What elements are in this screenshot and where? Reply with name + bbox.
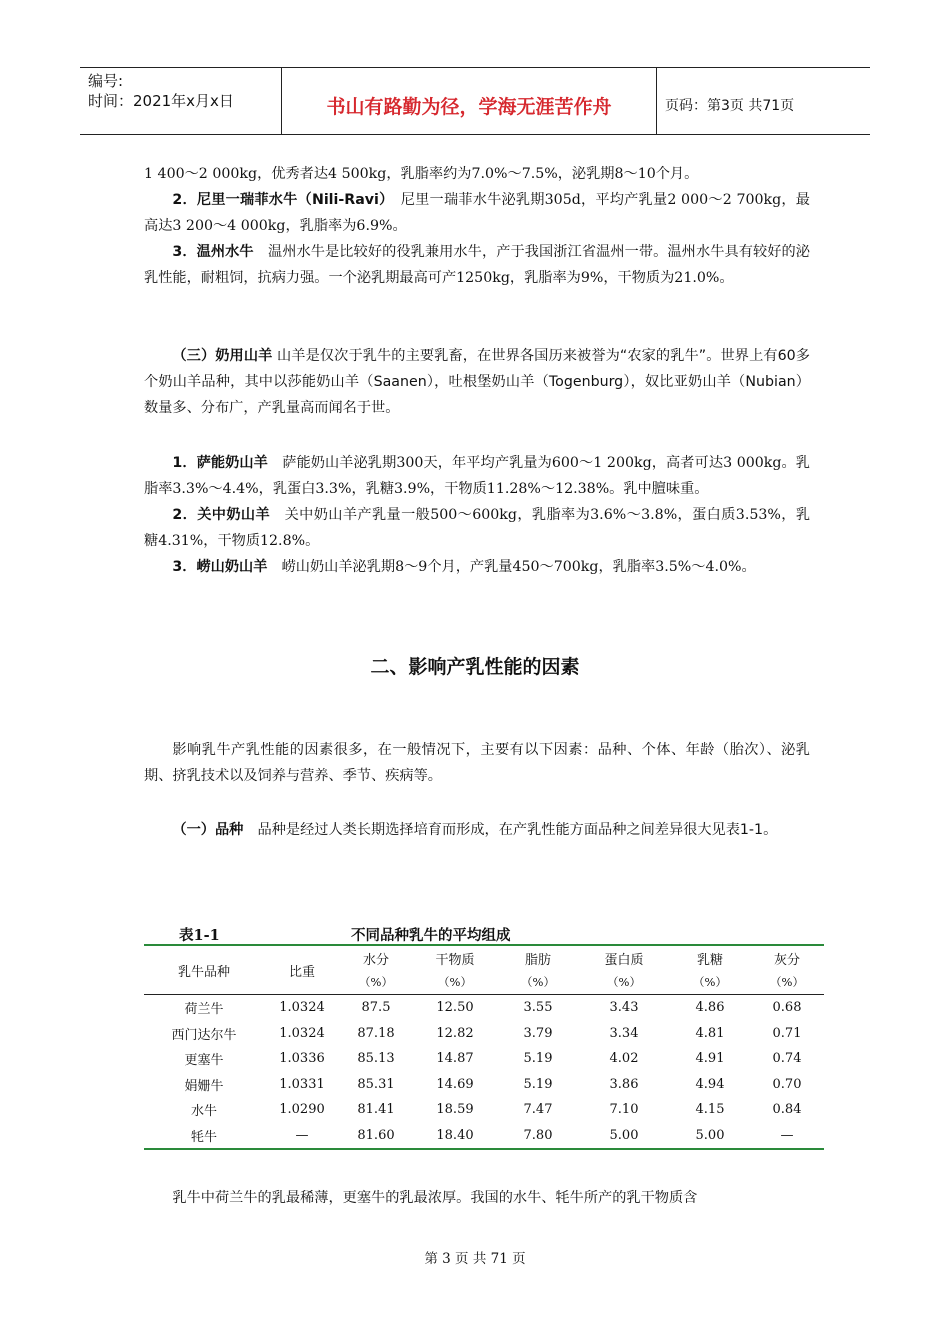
table-cell: 7.47 [523, 1102, 553, 1118]
header-time: 时间：2021年x月x日 [88, 92, 234, 110]
paragraph-text: 崂山奶山羊泌乳期8～9个月，产乳量450～700kg，乳脂率3.5%～4.0%。 [267, 559, 756, 575]
header-motto: 书山有路勤为径，学海无涯苦作舟 [282, 68, 657, 134]
table-cell: 12.82 [436, 1025, 474, 1041]
table-cell: 81.60 [340, 1123, 412, 1150]
table-unit-cell: （%） [750, 970, 824, 995]
paragraph-heading: （三）奶用山羊 [172, 348, 273, 364]
table-cell: 81.41 [357, 1102, 395, 1118]
table-cell: 3.55 [523, 1000, 553, 1016]
table-row [144, 1021, 824, 1047]
table-header-cell: 乳牛品种 [144, 945, 264, 995]
table-cell: 5.19 [523, 1051, 553, 1067]
table-cell: 4.91 [695, 1051, 725, 1067]
paragraph-text: 关中奶山羊产乳量一般500～600kg，乳脂率为3.6%～3.8%，蛋白质3.53%，乳糖4.31%，干物质12.8%。 [144, 507, 811, 549]
table-row [144, 1072, 824, 1098]
body-block-3 [144, 450, 810, 580]
table-unit-cell: （%） [498, 970, 578, 995]
table-cell: 3.43 [609, 1000, 639, 1016]
body-block-6 [144, 1185, 810, 1211]
table-cell: 4.15 [695, 1102, 725, 1118]
table-header-cell: 蛋白质 [578, 945, 670, 970]
table-cell: 0.74 [772, 1051, 802, 1067]
table-header-cell: 比重 [264, 945, 340, 995]
paragraph [144, 187, 810, 239]
table-cell: 85.31 [357, 1076, 395, 1092]
table-cell: 14.87 [436, 1051, 474, 1067]
paragraph: 影响乳牛产乳性能的因素很多，在一般情况下，主要有以下因素：品种、个体、年龄（胎次）、泌乳期、挤乳技术以及饲养与营养、季节、疾病等。 [144, 742, 810, 784]
table-cell: 5.00 [578, 1123, 670, 1150]
composition-table-wrap [144, 924, 824, 1150]
table-header-cell: 干物质 [412, 945, 498, 970]
page-footer: 第 3 页 共 71 页 [424, 1251, 526, 1267]
table-body [144, 995, 824, 1150]
table-cell: 14.69 [436, 1076, 474, 1092]
paragraph [144, 239, 810, 291]
table-cell: 87.5 [361, 1000, 391, 1016]
paragraph [144, 502, 810, 554]
table-cell: 西门达尔牛 [171, 1027, 237, 1043]
table-cell: 荷兰牛 [184, 1002, 224, 1018]
table-cell: 0.68 [772, 1000, 802, 1016]
table-unit-cell: （%） [340, 970, 412, 995]
paragraph [144, 343, 810, 421]
paragraph-text: 品种是经过人类长期选择培育而形成，在产乳性能方面品种之间差异很大见表1-1。 [243, 822, 778, 838]
table-cell: 3.79 [523, 1025, 553, 1041]
table-unit-cell: （%） [670, 970, 750, 995]
table-cell: 3.86 [609, 1076, 639, 1092]
table-caption [144, 924, 824, 944]
section-title: 二、影响产乳性能的因素 [370, 656, 580, 678]
header-code: 编号: [88, 72, 124, 90]
table-row [144, 1097, 824, 1123]
paragraph-text: 山羊是仅次于乳牛的主要乳畜，在世界各国历来被誉为“农家的乳牛”。世界上有60多个奶山羊品种，其中以莎能奶山羊（Saanen），吐根堡奶山羊（Togenburg），奴比亚奶山羊（Nubian）数量多、分布广，产乳量高而闻名于世。 [144, 348, 810, 416]
paragraph: 1 400～2 000kg，优秀者达4 500kg，乳脂率约为7.0%～7.5%，泌乳期8～10个月。 [144, 166, 699, 182]
table-row [144, 995, 824, 1021]
table-unit-cell: （%） [578, 970, 670, 995]
table-header-cell: 乳糖 [670, 945, 750, 970]
table-unit-cell: （%） [412, 970, 498, 995]
table-cell: 4.86 [695, 1000, 725, 1016]
paragraph [144, 554, 810, 580]
paragraph [144, 817, 810, 843]
table-cell: 4.94 [695, 1076, 725, 1092]
body-block-4 [144, 737, 810, 789]
table-cell: 1.0290 [279, 1102, 325, 1118]
table-cell: 更塞牛 [184, 1053, 224, 1069]
paragraph-heading: 3．崂山奶山羊 [172, 559, 268, 575]
table-cell: 5.00 [670, 1123, 750, 1150]
body-block-1 [144, 161, 810, 291]
header-page-info: 页码：第3页 共71页 [665, 98, 795, 114]
table-cell: 7.10 [609, 1102, 639, 1118]
table-cell: 18.40 [412, 1123, 498, 1150]
paragraph-heading: 2．尼里一瑞菲水牛（Nili-Ravi） [172, 192, 387, 208]
paragraph-heading: 1．萨能奶山羊 [172, 455, 268, 471]
paragraph-heading: （一）品种 [172, 822, 244, 838]
table-header-cell: 水分 [340, 945, 412, 970]
table-cell: 水牛 [190, 1104, 217, 1120]
table-row [144, 1046, 824, 1072]
table-cell: 0.70 [772, 1076, 802, 1092]
paragraph-text: 温州水牛是比较好的役乳兼用水牛，产于我国浙江省温州一带。温州水牛具有较好的泌乳性能，耐粗饲，抗病力强。一个泌乳期最高可产1250kg，乳脂率为9%，干物质为21.0%。 [144, 244, 810, 286]
table-cell: 1.0324 [279, 1025, 325, 1041]
table-header-cell: 脂肪 [498, 945, 578, 970]
page-header [80, 67, 870, 135]
table-title: 不同品种乳牛的平均组成 [351, 928, 511, 944]
header-meta [80, 68, 282, 134]
table-cell: 5.19 [523, 1076, 553, 1092]
table-cell: 1.0336 [279, 1051, 325, 1067]
table-cell: 12.50 [436, 1000, 474, 1016]
table-cell: 3.34 [609, 1025, 639, 1041]
table-cell: 娟姗牛 [184, 1078, 224, 1094]
table-cell: 18.59 [436, 1102, 474, 1118]
table-row [144, 1123, 824, 1150]
composition-table [144, 944, 824, 1150]
table-cell: 0.71 [772, 1025, 802, 1041]
table-cell: 1.0331 [279, 1076, 325, 1092]
paragraph [144, 450, 810, 502]
table-number: 表1-1 [179, 927, 220, 944]
table-cell: 0.84 [772, 1102, 802, 1118]
paragraph-heading: 2．关中奶山羊 [172, 507, 271, 523]
table-cell: 87.18 [357, 1025, 395, 1041]
table-cell: — [750, 1123, 824, 1150]
table-cell: 1.0324 [279, 1000, 325, 1016]
paragraph-heading: 3．温州水牛 [172, 244, 254, 260]
body-block-2 [144, 343, 810, 421]
paragraph: 乳牛中荷兰牛的乳最稀薄，更塞牛的乳最浓厚。我国的水牛、牦牛所产的乳干物质含 [172, 1190, 698, 1206]
table-header-row [144, 945, 824, 970]
table-cell: 牦牛 [144, 1123, 264, 1150]
table-header-cell: 灰分 [750, 945, 824, 970]
paragraph-text: 萨能奶山羊泌乳期300天，年平均产乳量为600～1 200kg，高者可达3 000kg。乳脂率3.3%～4.4%，乳蛋白3.3%，乳糖3.9%，干物质11.28%～12.38%。乳中膻味重。 [144, 455, 810, 497]
table-cell: 4.02 [609, 1051, 639, 1067]
table-cell: — [264, 1123, 340, 1150]
paragraph-text: 尼里一瑞菲水牛泌乳期305d，平均产乳量2 000～2 700kg，最高达3 200～4 000kg，乳脂率为6.9%。 [144, 192, 810, 234]
table-cell: 85.13 [357, 1051, 395, 1067]
table-cell: 7.80 [498, 1123, 578, 1150]
body-block-5 [144, 817, 810, 843]
table-cell: 4.81 [695, 1025, 725, 1041]
